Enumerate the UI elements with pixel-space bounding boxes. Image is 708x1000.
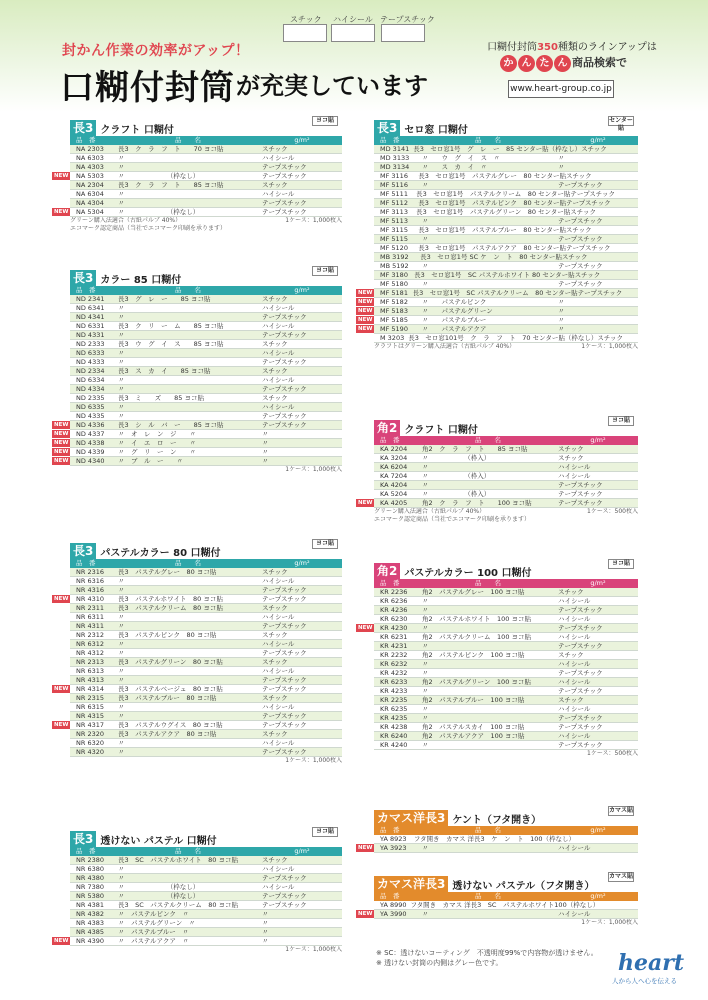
table-row: ND 6341 〃 ハイシール: [70, 304, 342, 313]
section-2: 長3 パステルカラー 80 口糊付 ヨコ貼 品 番 品 名 g/m² NR 2316 長3 パステルグレー 80 ヨコ貼 スチック NR 6316 〃 ハイシール NR 4316 〃 テープスチック NEW NR 4310 長3 パステルホワイト 80 ヨコ貼 テープスチック NR 2311 長3 パステルクリーム 80 ヨコ貼 スチック NR 6311 〃 ハイシール NR 4311 〃 テープスチック NR 2312 長3 パステルピンク 80 ヨコ貼 スチック NR 6312 〃 ハイシール NR 4312 〃 テープスチック NR 2313 長3 パステルグリーン 80 ヨコ貼 スチック NR 6313 〃 ハイシール NR 4313 〃 テープスチック NEW NR 4314 長3 パステルベージュ 80 ヨコ貼 テープスチック NR 2315 長3 パステルブルー 80 ヨコ貼 スチック NR 6315 〃 ハイシール NR 4315 〃 テープスチック NEW NR 4317 長3 パステルウグイス 80 ヨコ貼 テープスチック NR 2320 長3 パステルアクア 80 ヨコ貼 スチック NR 6320 〃 ハイシール NR 4320 〃 テープスチック 1ケース：1,000枚入: [54, 540, 342, 764]
table-row: NA 4303 〃 テープスチック: [70, 163, 342, 172]
new-badge: NEW: [358, 326, 373, 332]
table-row: KR 4238 角2 パステルスカイ 100 ヨコ貼 テープスチック: [374, 723, 638, 732]
table-row: MF 5116 〃 テープスチック: [374, 181, 638, 190]
table-row: NR 4312 〃 テープスチック: [70, 649, 342, 658]
table-row: NEW YA 3990 〃 ハイシール: [374, 910, 638, 919]
table-row: KR 4236 〃 テープスチック: [374, 606, 638, 615]
section-title: 長3 カラー 85 口糊付 ヨコ貼: [70, 270, 342, 286]
section-8: カマス洋長3 透けない パステル（フタ開き） カマス貼 品 番 品 名 g/m² YA 8990 フタ開き カマス 洋長3 SC パステルホワイト100（枠なし） NEW YA 3990 〃 ハイシール 1ケース：1,000枚入: [358, 873, 638, 926]
table-header: 品 番 品 名 g/m²: [70, 136, 342, 145]
table-header: 品 番 品 名 g/m²: [70, 847, 342, 856]
table-row: NEW NR 4317 長3 パステルウグイス 80 ヨコ貼 テープスチック: [70, 721, 342, 730]
table-row: NR 4316 〃 テープスチック: [70, 586, 342, 595]
table-row: NEW MF 5181 長3 セロ窓1号 SC パステルクリーム 80 センター貼 テープスチック: [374, 289, 638, 298]
table-row: ND 4333 〃 テープスチック: [70, 358, 342, 367]
table-row: ND 2333 長3 ウ グ イ ス 85 ヨコ貼 スチック: [70, 340, 342, 349]
section-0: [54, 117, 342, 233]
table-header: 品 番 品 名 g/m²: [374, 892, 638, 901]
table-row: NA 2303 長3 ク ラ フ ト 70 ヨコ貼 スチック: [70, 145, 342, 154]
table-row: ND 6335 〃 ハイシール: [70, 403, 342, 412]
table-row: MF 3180 長3 セロ窓1号 SC パステルホワイト 80 センター貼 スチック: [374, 271, 638, 280]
section-footer: 1ケース：1,000枚入 グリーン購入法適合（古紙パルプ 40%） エコマーク認定商品（当社でエコマーク印刷を承ります）: [70, 217, 342, 232]
table-row: NR 6311 〃 ハイシール: [70, 613, 342, 622]
tape-label: テープスチック: [380, 15, 435, 24]
new-badge: NEW: [358, 299, 373, 305]
new-badge: NEW: [54, 173, 69, 179]
new-badge: NEW: [358, 625, 373, 631]
table-row: NEW KR 4230 〃 テープスチック: [374, 624, 638, 633]
section-footer: 1ケース：500枚入 グリーン購入法適合（古紙パルプ 40%） エコマーク認定商品（当社でエコマーク印刷を承ります）: [374, 508, 638, 523]
envelope-shape-icon: ヨコ貼: [312, 827, 338, 837]
new-badge: NEW: [54, 422, 69, 428]
table-row: MF 5112 長3 セロ窓1号 パステルピンク 80 センター貼 テープスチック: [374, 199, 638, 208]
table-row: YA 8990 フタ開き カマス 洋長3 SC パステルホワイト100（枠なし）: [374, 901, 638, 910]
table-row: NEW ND 4339 〃 グ リ ー ン 〃 〃: [70, 448, 342, 457]
table-row: KR 6236 〃 ハイシール: [374, 597, 638, 606]
section-4: [358, 117, 638, 351]
table-row: KR 4232 〃 テープスチック: [374, 669, 638, 678]
table-row: ND 4341 〃 テープスチック: [70, 313, 342, 322]
table-row: KA 6204 〃 ハイシール: [374, 463, 638, 472]
table-row: NR 4311 〃 テープスチック: [70, 622, 342, 631]
section-title: カマス洋長3 透けない パステル（フタ開き） カマス貼: [374, 876, 638, 892]
table-row: KR 6235 〃 ハイシール: [374, 705, 638, 714]
table-row: NEW NA 5304 〃 （枠なし） テープスチック: [70, 208, 342, 217]
main-title: 口糊付封筒: [60, 68, 235, 108]
envelope-shape-icon: ヨコ貼: [608, 416, 634, 426]
table-row: NEW MF 5182 〃 パステルピンク 〃: [374, 298, 638, 307]
table-row: NR 6316 〃 ハイシール: [70, 577, 342, 586]
table-row: KR 6240 角2 パステルアクア 100 ヨコ貼 ハイシール: [374, 732, 638, 741]
stick-envelope-icon: [283, 24, 327, 42]
table-row: MF 5180 〃 テープスチック: [374, 280, 638, 289]
section-title: 長3 パステルカラー 80 口糊付 ヨコ貼: [70, 543, 342, 559]
table-row: KA 2204 角2 ク ラ フ ト 85 ヨコ貼 スチック: [374, 445, 638, 454]
table-row: NR 4380 〃 テープスチック: [70, 874, 342, 883]
table-row: ND 4334 〃 テープスチック: [70, 385, 342, 394]
table-row: NR 2380 長3 SC パステルホワイト 80 ヨコ貼 スチック: [70, 856, 342, 865]
new-badge: NEW: [358, 500, 373, 506]
table-row: NEW YA 3923 〃 ハイシール: [374, 844, 638, 853]
table-row: NR 6380 〃 ハイシール: [70, 865, 342, 874]
table-row: NR 2316 長3 パステルグレー 80 ヨコ貼 スチック: [70, 568, 342, 577]
table-row: MB 3192 長3 セロ窓1号 SC ケ ン ト 80 センター貼 スチック: [374, 253, 638, 262]
table-row: MD 3141 長3 セロ窓1号 グ レ ー 85 センター貼（枠なし） スチック: [374, 145, 638, 154]
table-row: NR 6320 〃 ハイシール: [70, 739, 342, 748]
table-row: NEW NA 5303 〃 （枠なし） テープスチック: [70, 172, 342, 181]
new-badge: NEW: [54, 209, 69, 215]
envelope-shape-icon: ヨコ貼: [312, 116, 338, 126]
table-row: NR 4320 〃 テープスチック: [70, 748, 342, 757]
main-title-suffix: が充実しています: [236, 72, 428, 100]
section-title: 長3 透けない パステル 口糊付 ヨコ貼: [70, 831, 342, 847]
section-7: [358, 807, 638, 853]
table-row: NA 4304 〃 テープスチック: [70, 199, 342, 208]
table-header: 品 番 品 名 g/m²: [374, 136, 638, 145]
tape-envelope-icon: [381, 24, 425, 42]
table-row: NEW NR 4314 長3 パステルベージュ 80 ヨコ貼 テープスチック: [70, 685, 342, 694]
table-row: KR 4235 〃 テープスチック: [374, 714, 638, 723]
table-row: NR 2315 長3 パステルブルー 80 ヨコ貼 スチック: [70, 694, 342, 703]
logo-tagline: 人から人へ心を伝える: [612, 977, 677, 985]
table-row: KR 4233 〃 テープスチック: [374, 687, 638, 696]
hiseal-label: ハイシール: [333, 15, 373, 24]
kantan-search[interactable]: か ん た ん 商品検索で: [500, 54, 646, 74]
table-row: NR 5380 〃 （枠なし） テープスチック: [70, 892, 342, 901]
new-badge: NEW: [358, 317, 373, 323]
new-badge: NEW: [54, 722, 69, 728]
new-badge: NEW: [54, 458, 69, 464]
table-row: YA 8923 フタ開き カマス 洋長3 ケ ン ト 100（枠なし）: [374, 835, 638, 844]
table-row: KR 6233 角2 パステルグリーン 100 ヨコ貼 ハイシール: [374, 678, 638, 687]
table-row: MF 5113 〃 テープスチック: [374, 217, 638, 226]
table-row: KA 5204 〃 （枠入） テープスチック: [374, 490, 638, 499]
table-row: NEW KA 4205 角2 ク ラ フ ト 100 ヨコ貼 テープスチック: [374, 499, 638, 508]
table-row: NR 6315 〃 ハイシール: [70, 703, 342, 712]
table-row: MF 5120 長3 セロ窓1号 パステルアクア 80 センター貼 テープスチック: [374, 244, 638, 253]
new-badge: NEW: [358, 845, 373, 851]
subtitle: 封かん作業の効率がアップ！: [62, 43, 250, 59]
table-row: NR 2312 長3 パステルピンク 80 ヨコ貼 スチック: [70, 631, 342, 640]
section-title: 長3 セロ窓 口糊付 センター貼: [374, 120, 638, 136]
stick-label: スチック: [290, 15, 322, 24]
table-row: ND 2335 長3 ミ ズ 85 ヨコ貼 スチック: [70, 394, 342, 403]
table-row: NR 4382 〃 パステルピンク 〃 〃: [70, 910, 342, 919]
table-header: 品 番 品 名 g/m²: [70, 559, 342, 568]
table-row: NEW MF 5185 〃 パステルブルー 〃: [374, 316, 638, 325]
new-badge: NEW: [358, 308, 373, 314]
table-row: NEW MF 5190 〃 パステルアクア 〃: [374, 325, 638, 334]
section-title: カマス洋長3 ケント（フタ開き） カマス貼: [374, 810, 638, 826]
table-row: ND 6331 長3 ク リ ー ム 85 ヨコ貼 ハイシール: [70, 322, 342, 331]
table-header: 品 番 品 名 g/m²: [70, 286, 342, 295]
table-row: NEW NR 4390 〃 パステルアクア 〃 〃: [70, 937, 342, 946]
table-row: ND 2341 長3 グ レ ー 85 ヨコ貼 スチック: [70, 295, 342, 304]
table-row: NR 4313 〃 テープスチック: [70, 676, 342, 685]
envelope-shape-icon: カマス貼: [609, 807, 634, 814]
table-row: NEW ND 4338 〃 イ エ ロ ー 〃 〃: [70, 439, 342, 448]
table-row: KA 3204 〃 （枠入） スチック: [374, 454, 638, 463]
table-row: ND 6333 〃 ハイシール: [70, 349, 342, 358]
table-row: MF 3116 長3 セロ窓1号 パステルグレー 80 センター貼 スチック: [374, 172, 638, 181]
table-row: KR 4231 〃 テープスチック: [374, 642, 638, 651]
new-badge: NEW: [54, 440, 69, 446]
table-row: NR 4385 〃 パステルブルー 〃 〃: [70, 928, 342, 937]
table-row: NEW ND 4340 〃 ブ ル ー 〃 〃: [70, 457, 342, 466]
table-row: KR 6230 角2 パステルホワイト 100 ヨコ貼 ハイシール: [374, 615, 638, 624]
new-badge: NEW: [54, 431, 69, 437]
table-row: NEW MF 5183 〃 パステルグリーン 〃: [374, 307, 638, 316]
table-row: KR 2232 角2 パステルピンク 100 ヨコ貼 スチック: [374, 651, 638, 660]
table-header: 品 番 品 名 g/m²: [374, 826, 638, 835]
envelope-shape-icon: センター貼: [609, 117, 633, 132]
new-badge: NEW: [54, 596, 69, 602]
table-header: 品 番 品 名 g/m²: [374, 579, 638, 588]
table-row: ND 4335 〃 テープスチック: [70, 412, 342, 421]
url-box[interactable]: www.heart-group.co.jp: [508, 80, 614, 98]
table-row: NR 2311 長3 パステルクリーム 80 ヨコ貼 スチック: [70, 604, 342, 613]
table-row: KR 6231 角2 パステルクリーム 100 ヨコ貼 ハイシール: [374, 633, 638, 642]
table-row: NA 6304 〃 ハイシール: [70, 190, 342, 199]
table-row: ND 6334 〃 ハイシール: [70, 376, 342, 385]
table-row: KA 4204 〃 テープスチック: [374, 481, 638, 490]
envelope-shape-icon: ヨコ貼: [312, 266, 338, 276]
table-row: NR 6312 〃 ハイシール: [70, 640, 342, 649]
section-title: 長3 クラフト 口糊付 ヨコ貼: [70, 120, 342, 136]
table-row: NA 6303 〃 ハイシール: [70, 154, 342, 163]
section-6: 角2 パステルカラー 100 口糊付 ヨコ貼 品 番 品 名 g/m² KR 2236 角2 パステルグレー 100 ヨコ貼 スチック KR 6236 〃 ハイシール KR 4236 〃 テープスチック KR 6230 角2 パステルホワイト 100 ヨコ貼 ハイシール NEW KR 4230 〃 テープスチック KR 6231 角2 パステルクリーム 100 ヨコ貼 ハイシール KR 4231 〃 テープスチック KR 2232 角2 パステルピンク 100 ヨコ貼 スチック KR 6232 〃 ハイシール KR 4232 〃 テープスチック KR 6233 角2 パステルグリーン 100 ヨコ貼 ハイシール KR 4233 〃 テープスチック KR 2235 角2 パステルブルー 100 ヨコ貼 スチック KR 6235 〃 ハイシール KR 4235 〃 テープスチック KR 4238 角2 パステルスカイ 100 ヨコ貼 テープスチック KR 6240 角2 パステルアクア 100 ヨコ貼 ハイシール KR 4240 〃 テープスチック 1ケース：500枚入: [358, 560, 638, 757]
table-row: NR 7380 〃 （枠なし） ハイシール: [70, 883, 342, 892]
table-row: NR 4383 〃 パステルグリーン 〃 〃: [70, 919, 342, 928]
table-row: NR 2320 長3 パステルアクア 80 ヨコ貼 スチック: [70, 730, 342, 739]
table-row: NEW ND 4337 〃 オ レ ン ジ 〃 〃: [70, 430, 342, 439]
section-5: [358, 417, 638, 524]
envelope-shape-icon: ヨコ貼: [312, 539, 338, 549]
table-row: KR 2235 角2 パステルブルー 100 ヨコ貼 スチック: [374, 696, 638, 705]
new-badge: NEW: [54, 449, 69, 455]
heart-logo: heart: [618, 950, 684, 976]
hiseal-envelope-icon: [331, 24, 375, 42]
table-row: M 3203 長3 セロ窓101号 ク ラ フ ト 70 センター貼（枠なし） スチック: [374, 334, 638, 343]
table-row: KR 6232 〃 ハイシール: [374, 660, 638, 669]
footnotes: ※ SC：透けないコーティング 不透明度99%で内容物が透けません。 ※ 透けない封筒の内側はグレー色です。: [376, 949, 598, 967]
table-row: NR 4381 長3 SC パステルクリーム 80 ヨコ貼 テープスチック: [70, 901, 342, 910]
table-row: MD 3133 〃 ウ グ イ ス 〃 〃: [374, 154, 638, 163]
table-row: NA 2304 長3 ク ラ フ ト 85 ヨコ貼 スチック: [70, 181, 342, 190]
table-row: NEW ND 4336 長3 シ ル バ ー 85 ヨコ貼 テープスチック: [70, 421, 342, 430]
table-row: ND 4331 〃 テープスチック: [70, 331, 342, 340]
section-title: 角2 クラフト 口糊付 ヨコ貼: [374, 420, 638, 436]
table-row: MF 5111 長3 セロ窓1号 パステルクリーム 80 センター貼 テープスチック: [374, 190, 638, 199]
table-row: MF 3115 長3 セロ窓1号 パステルブルー 80 センター貼 スチック: [374, 226, 638, 235]
table-row: KA 7204 〃 （枠入） ハイシール: [374, 472, 638, 481]
new-badge: NEW: [358, 290, 373, 296]
new-badge: NEW: [358, 911, 373, 917]
envelope-shape-icon: カマス貼: [609, 873, 634, 880]
table-row: MD 3134 〃 ス カ イ 〃 〃: [374, 163, 638, 172]
table-row: KR 2236 角2 パステルグレー 100 ヨコ貼 スチック: [374, 588, 638, 597]
new-badge: NEW: [54, 938, 69, 944]
section-3: 長3 透けない パステル 口糊付 ヨコ貼 品 番 品 名 g/m² NR 2380 長3 SC パステルホワイト 80 ヨコ貼 スチック NR 6380 〃 ハイシール NR 4380 〃 テープスチック NR 7380 〃 （枠なし） ハイシール NR 5380 〃 （枠なし） テープスチック NR 4381 長3 SC パステルクリーム 80 ヨコ貼 テープスチック NR 4382 〃 パステルピンク 〃 〃 NR 4383 〃 パステルグリーン 〃 〃 NR 4385 〃 パステルブルー 〃 〃 NEW NR 4390 〃 パステルアクア 〃 〃 1ケース：1,000枚入: [54, 828, 342, 953]
table-row: MB 5192 〃 テープスチック: [374, 262, 638, 271]
new-badge: NEW: [54, 686, 69, 692]
envelope-shape-icon: ヨコ貼: [608, 559, 634, 569]
section-footer: 1ケース：1,000枚入 クラフトはグリーン購入法適合（古紙パルプ 40%）: [374, 343, 638, 350]
table-row: NR 2313 長3 パステルグリーン 80 ヨコ貼 スチック: [70, 658, 342, 667]
table-row: NR 4315 〃 テープスチック: [70, 712, 342, 721]
section-1: 長3 カラー 85 口糊付 ヨコ貼 品 番 品 名 g/m² ND 2341 長3 グ レ ー 85 ヨコ貼 スチック ND 6341 〃 ハイシール ND 4341 〃 テープスチック ND 6331 長3 ク リ ー ム 85 ヨコ貼 ハイシール ND 4331 〃 テープスチック ND 2333 長3 ウ グ イ ス 85 ヨコ貼 スチック ND 6333 〃 ハイシール ND 4333 〃 テープスチック ND 2334 長3 ス カ イ 85 ヨコ貼 スチック ND 6334 〃 ハイシール ND 4334 〃 テープスチック ND 2335 長3 ミ ズ 85 ヨコ貼 スチック ND 6335 〃 ハイシール ND 4335 〃 テープスチック NEW ND 4336 長3 シ ル バ ー 85 ヨコ貼 テープスチック NEW ND 4337 〃 オ レ ン ジ 〃 〃 NEW ND 4338 〃 イ エ ロ ー 〃 〃 NEW ND 4339 〃 グ リ ー ン 〃 〃 NEW ND 4340 〃 ブ ル ー 〃 〃 1ケース：1,000枚入: [54, 267, 342, 473]
table-row: NEW NR 4310 長3 パステルホワイト 80 ヨコ貼 テープスチック: [70, 595, 342, 604]
table-row: MF 3113 長3 セロ窓1号 パステルグリーン 80 センター貼 スチック: [374, 208, 638, 217]
table-row: MF 5115 〃 テープスチック: [374, 235, 638, 244]
table-row: KR 4240 〃 テープスチック: [374, 741, 638, 750]
section-title: 角2 パステルカラー 100 口糊付 ヨコ貼: [374, 563, 638, 579]
table-row: NR 6313 〃 ハイシール: [70, 667, 342, 676]
table-header: 品 番 品 名 g/m²: [374, 436, 638, 445]
table-row: ND 2334 長3 ス カ イ 85 ヨコ貼 スチック: [70, 367, 342, 376]
lineup-info: 口糊付封筒350種類のラインアップは: [487, 42, 657, 53]
